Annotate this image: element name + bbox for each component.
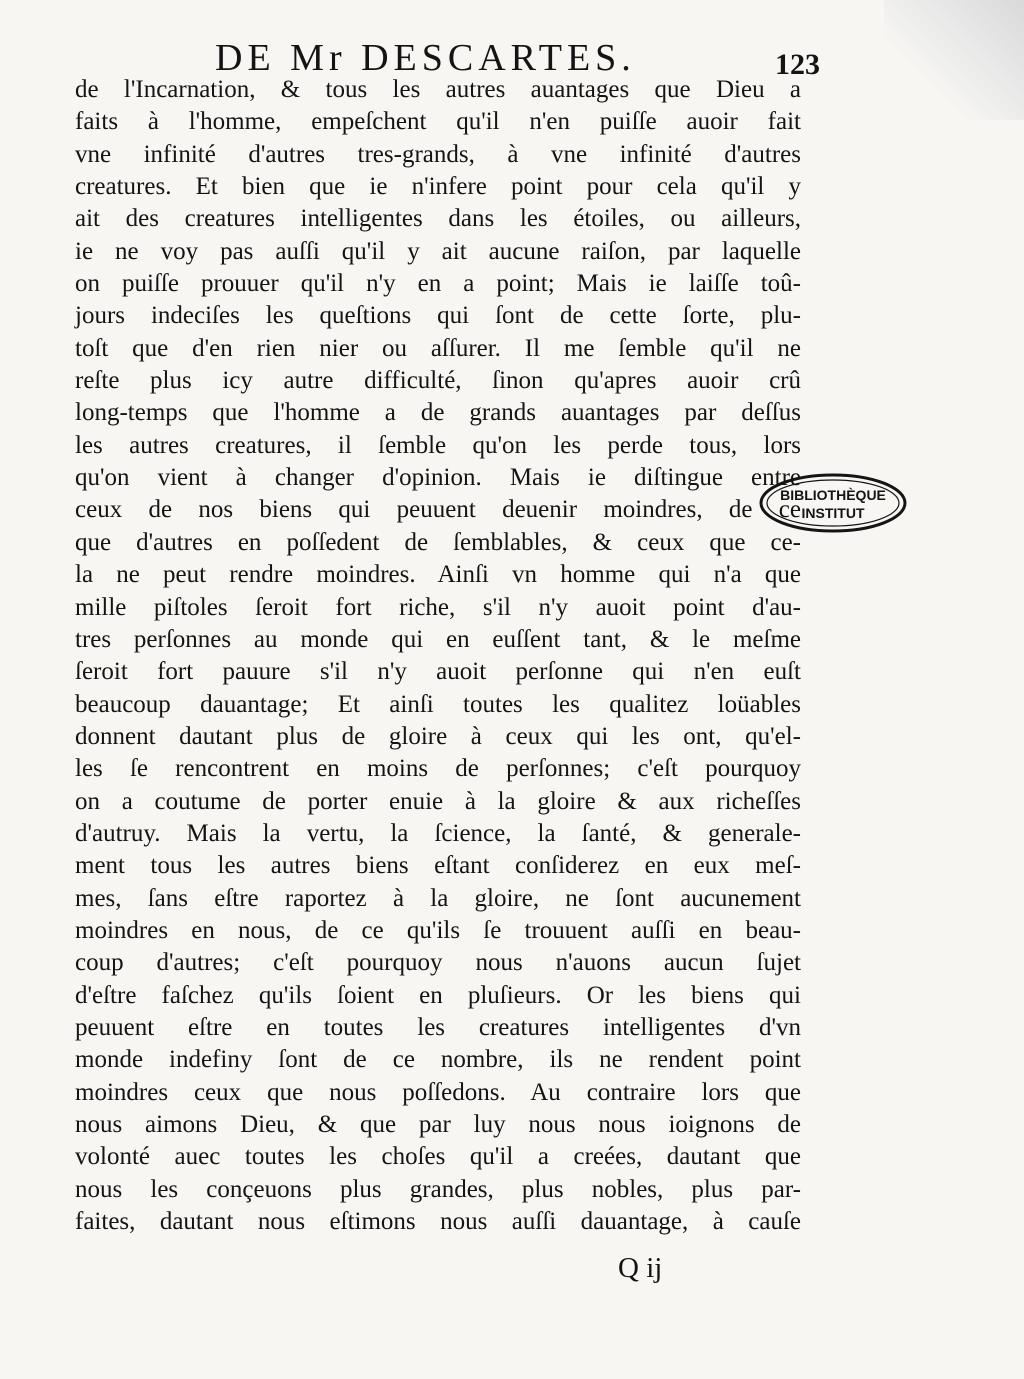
text-line: ie ne voy pas auſſi qu'il y ait aucune raiſon, par laquelle: [75, 237, 801, 265]
running-title: DE Mr DESCARTES.: [215, 37, 636, 79]
page-corner-shadow: [884, 0, 1024, 120]
text-line: peuuent eſtre en toutes les creatures intelligentes d'vn: [75, 1013, 801, 1041]
text-line: moindres en nous, de ce qu'ils ſe trouuent auſſi en beau-: [75, 916, 801, 944]
text-line: beaucoup dauantage; Et ainſi toutes les qualitez loüables: [75, 690, 801, 718]
text-line: volonté auec toutes les choſes qu'il a creées, dautant que: [75, 1143, 801, 1171]
text-line: mille piſtoles ſeroit fort riche, s'il n'y auoit point d'au-: [75, 593, 801, 621]
text-line: de l'Incarnation, & tous les autres auantages que Dieu a: [75, 76, 801, 103]
text-line: tres perſonnes au monde qui en euſſent tant, & le meſme: [75, 625, 801, 653]
text-line: ceux de nos biens qui peuuent deuenir moindres, de ce: [75, 496, 801, 524]
library-stamp: [758, 472, 908, 534]
text-line: vne infinité d'autres tres-grands, à vne infinité d'autres: [75, 140, 801, 168]
text-line: faites, dautant nous eſtimons nous auſſi dauantage, à cauſe: [75, 1208, 801, 1236]
text-line: donnent dautant plus de gloire à ceux qui les ont, qu'el-: [75, 722, 801, 750]
text-line: mes, ſans eſtre raportez à la gloire, ne ſont aucunement: [75, 884, 801, 912]
text-line: on a coutume de porter enuie à la gloire & aux richeſſes: [75, 787, 801, 815]
text-line: ment tous les autres biens eſtant conſiderez en eux meſ-: [75, 852, 801, 880]
text-line: qu'on vient à changer d'opinion. Mais ie diſtingue entre: [75, 464, 801, 492]
text-line: on puiſſe prouuer qu'il n'y en a point; Mais ie laiſſe toû-: [75, 270, 801, 298]
text-line: reſte plus icy autre difficulté, ſinon qu'apres auoir crû: [75, 367, 801, 395]
text-line: les autres creatures, il ſemble qu'on les perde tous, lors: [75, 431, 801, 459]
text-line: moindres ceux que nous poſſedons. Au contraire lors que: [75, 1078, 801, 1106]
stamp-bottom-text: INSTITUT: [801, 505, 865, 521]
page-number: 123: [775, 48, 820, 81]
stamp-oval-icon: [758, 472, 908, 534]
text-line: d'eſtre faſchez qu'ils ſoient en pluſieurs. Or les biens qui: [75, 981, 801, 1009]
page-header: [140, 22, 820, 82]
text-line: ſeroit fort pauure s'il n'y auoit perſonne qui n'en euſt: [75, 658, 801, 686]
text-line: faits à l'homme, empeſchent qu'il n'en puiſſe auoir fait: [75, 108, 801, 136]
text-line: monde indefiny ſont de ce nombre, ils ne rendent point: [75, 1046, 801, 1074]
text-line: ait des creatures intelligentes dans les étoiles, ou ailleurs,: [75, 205, 801, 233]
signature-mark: Q ij: [618, 1252, 663, 1284]
text-line: que d'autres en poſſedent de ſemblables, & ceux que ce-: [75, 528, 801, 556]
text-line: nous les conçeuons plus grandes, plus nobles, plus par-: [75, 1175, 801, 1203]
text-line: creatures. Et bien que ie n'infere point pour cela qu'il y: [75, 173, 801, 201]
text-line: nous aimons Dieu, & que par luy nous nous ioignons de: [75, 1111, 801, 1138]
text-line: les ſe rencontrent en moins de perſonnes; c'eſt pourquoy: [75, 755, 801, 783]
text-line: d'autruy. Mais la vertu, la ſcience, la ſanté, & generale-: [75, 819, 801, 847]
stamp-top-text: BIBLIOTHÈQUE: [780, 487, 886, 503]
body-text: [75, 74, 801, 1238]
text-line: long-temps que l'homme a de grands auantages par deſſus: [75, 399, 801, 427]
text-line: coup d'autres; c'eſt pourquoy nous n'auons aucun ſujet: [75, 949, 801, 977]
text-line: toſt que d'en rien nier ou aſſurer. Il me ſemble qu'il ne: [75, 334, 801, 362]
text-line: jours indeciſes les queſtions qui ſont de cette ſorte, plu-: [75, 302, 801, 330]
text-line: la ne peut rendre moindres. Ainſi vn homme qui n'a que: [75, 561, 801, 589]
